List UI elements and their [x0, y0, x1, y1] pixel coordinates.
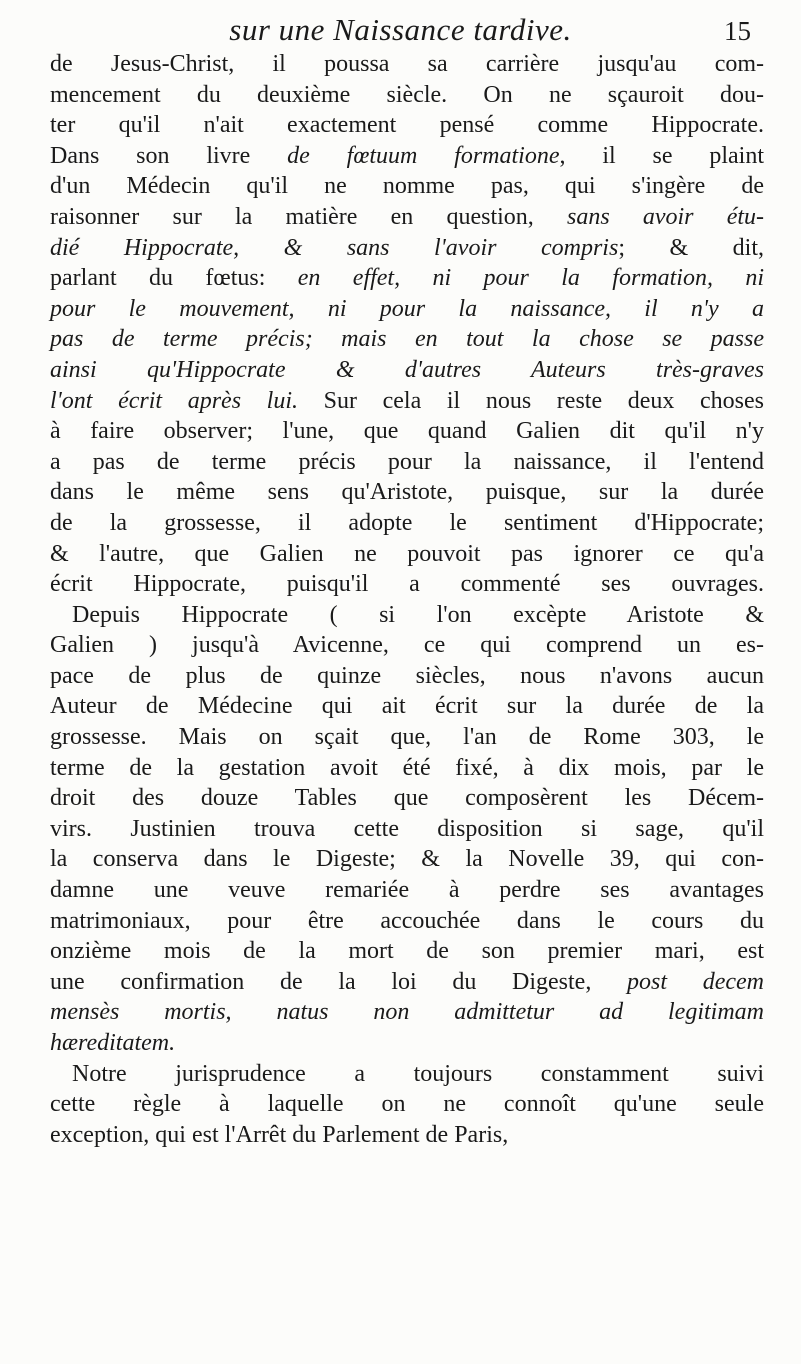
italic-text: ainsi qu'Hippocrate & d'autres Auteurs très-graves: [50, 356, 764, 383]
roman-text: , il se plaint: [559, 142, 765, 169]
text-line: [50, 355, 764, 386]
text-line: [50, 691, 764, 722]
roman-text: Sur cela il nous reste deux choses: [298, 387, 764, 414]
roman-text: à faire observer; l'une, que quand Galien dit qu'il n'y: [50, 418, 764, 445]
italic-text: dié Hippocrate, & sans l'avoir compris: [50, 234, 619, 261]
text-line: [50, 110, 764, 141]
text-line: [50, 1120, 764, 1151]
text-line: [50, 1089, 764, 1120]
italic-text: en effet, ni pour la formation, ni: [297, 265, 764, 292]
roman-text: mencement du deuxième siècle. On ne sçauroit dou-: [50, 81, 764, 108]
roman-text: ter qu'il n'ait exactement pensé comme Hippocrate.: [50, 112, 764, 139]
text-line: [50, 1028, 764, 1059]
roman-text: grossesse. Mais on sçait que, l'an de Rome 303, le: [50, 724, 764, 751]
roman-text: une confirmation de la loi du Digeste,: [50, 968, 628, 995]
text-line: [50, 80, 764, 111]
text-line: [50, 508, 764, 539]
italic-text: post decem: [627, 968, 765, 995]
roman-text: cette règle à laquelle on ne connoît qu'une seule: [50, 1091, 764, 1118]
text-line: [50, 814, 764, 845]
text-line: [50, 324, 764, 355]
italic-text: mensès mortis, natus non admittetur ad legitimam: [50, 999, 764, 1026]
text-line: [50, 171, 764, 202]
roman-text: Auteur de Médecine qui ait écrit sur la durée de la: [50, 693, 764, 720]
body-text: [50, 49, 764, 1150]
text-line: [50, 844, 764, 875]
text-line: [50, 539, 764, 570]
text-line: [50, 630, 764, 661]
roman-text: onzième mois de la mort de son premier mari, est: [50, 938, 764, 965]
running-head: [0, 10, 801, 50]
roman-text: la conserva dans le Digeste; & la Novelle 39, qui con-: [50, 846, 764, 873]
text-line: [50, 49, 764, 80]
text-line: [50, 875, 764, 906]
roman-text: Dans son livre: [50, 142, 288, 169]
roman-text: exception, qui est l'Arrêt du Parlement de Paris,: [50, 1121, 509, 1148]
roman-text: écrit Hippocrate, puisqu'il a commenté ses ouvrages.: [50, 571, 764, 598]
italic-text: pour le mouvement, ni pour la naissance, il n'y a: [50, 295, 764, 322]
roman-text: pace de plus de quinze siècles, nous n'avons aucun: [50, 662, 764, 689]
roman-text: matrimoniaux, pour être accouchée dans le cours du: [50, 907, 764, 934]
text-line: [50, 569, 764, 600]
italic-text: de fœtuum formatione: [287, 142, 560, 169]
text-line: [50, 600, 764, 631]
text-line: [50, 202, 764, 233]
running-title: sur une Naissance tardive.: [229, 12, 572, 47]
text-line: [50, 661, 764, 692]
text-line: [50, 263, 764, 294]
roman-text: droit des douze Tables que composèrent les Décem-: [50, 785, 764, 812]
roman-text: parlant du fœtus:: [50, 265, 298, 292]
text-line: [50, 722, 764, 753]
roman-text: Galien ) jusqu'à Avicenne, ce qui comprend un es-: [50, 632, 764, 659]
roman-text: de la grossesse, il adopte le sentiment d'Hippocrate;: [50, 509, 764, 536]
roman-text: dans le même sens qu'Aristote, puisque, sur la durée: [50, 479, 764, 506]
italic-text: pas de terme précis; mais en tout la chose se passe: [50, 326, 764, 353]
roman-text: Notre jurisprudence a toujours constamment suivi: [72, 1060, 764, 1087]
italic-text: sans avoir étu-: [566, 203, 764, 230]
roman-text: ; & dit,: [618, 234, 764, 261]
text-line: [50, 416, 764, 447]
text-line: [50, 477, 764, 508]
text-line: [50, 936, 764, 967]
text-line: [50, 141, 764, 172]
text-line: [50, 233, 764, 264]
text-line: [50, 967, 764, 998]
text-line: [50, 783, 764, 814]
roman-text: d'un Médecin qu'il ne nomme pas, qui s'ingère de: [50, 173, 764, 200]
italic-text: hæreditatem.: [50, 1030, 176, 1056]
page-number: 15: [724, 16, 751, 46]
text-line: [50, 997, 764, 1028]
roman-text: & l'autre, que Galien ne pouvoit pas ignorer ce qu'a: [50, 540, 764, 567]
italic-text: l'ont écrit après lui.: [50, 387, 299, 414]
roman-text: raisonner sur la matière en question,: [50, 203, 567, 230]
roman-text: damne une veuve remariée à perdre ses avantages: [50, 877, 764, 904]
roman-text: Depuis Hippocrate ( si l'on excèpte Aristote &: [72, 601, 764, 628]
text-line: [50, 447, 764, 478]
roman-text: terme de la gestation avoit été fixé, à dix mois, par le: [50, 754, 764, 781]
text-line: [50, 906, 764, 937]
roman-text: a pas de terme précis pour la naissance, il l'entend: [50, 448, 764, 475]
text-line: [50, 753, 764, 784]
roman-text: de Jesus-Christ, il poussa sa carrière jusqu'au com-: [50, 51, 764, 77]
roman-text: virs. Justinien trouva cette disposition si sage, qu'il: [50, 815, 764, 842]
text-line: [50, 1059, 764, 1090]
text-line: [50, 386, 764, 417]
text-line: [50, 294, 764, 325]
